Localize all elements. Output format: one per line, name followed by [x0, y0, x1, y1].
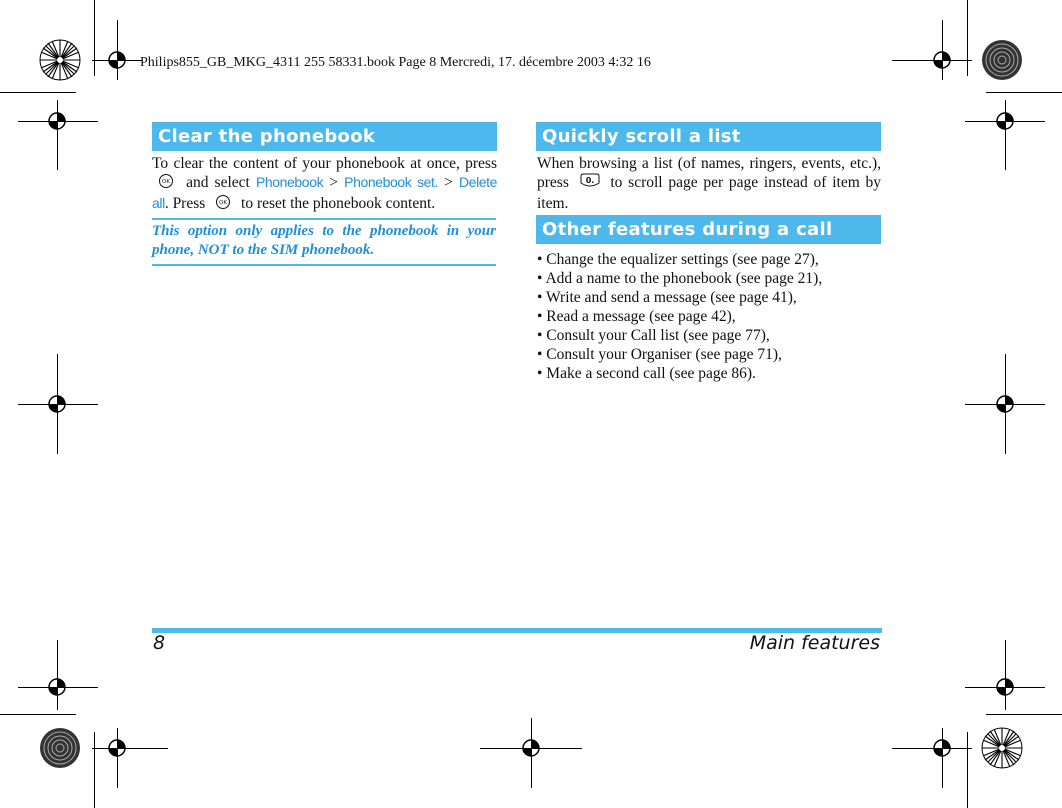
other-features-heading: Other features during a call [536, 215, 881, 244]
crop-mark [967, 732, 968, 808]
para-text: . Press [164, 195, 206, 213]
list-item: • Add a name to the phonebook (see page 21), [537, 270, 823, 287]
menu-path-phonebook-settings: Phonebook set. [344, 174, 439, 191]
svg-text:OK: OK [162, 179, 170, 185]
menu-path-delete-all: Delete all [152, 174, 498, 212]
registration-target-icon [45, 109, 69, 133]
crop-mark [0, 714, 76, 715]
list-item: • Write and send a message (see page 41), [537, 289, 797, 306]
crop-mark [94, 732, 95, 808]
para-text: To clear the content of your phonebook at once, press [152, 155, 497, 172]
list-item: • Change the equalizer settings (see page 27), [537, 251, 819, 268]
print-slug: Philips855_GB_MKG_4311 255 58331.book Page 8 Mercredi, 17. décembre 2003 4:32 16 [140, 55, 651, 70]
starburst-icon [38, 38, 82, 82]
list-item: • Consult your Call list (see page 77), [537, 327, 770, 344]
crop-mark [967, 0, 968, 76]
svg-text:0.: 0. [585, 176, 594, 185]
registration-target-icon [45, 675, 69, 699]
quick-scroll-heading: Quickly scroll a list [536, 122, 881, 151]
registration-target-icon [993, 109, 1017, 133]
registration-target-icon [105, 736, 129, 760]
registration-target-icon [993, 392, 1017, 416]
crop-mark [94, 0, 95, 76]
crop-mark [986, 92, 1062, 93]
registration-target-icon [993, 675, 1017, 699]
path-separator: > [444, 174, 453, 192]
crop-mark [986, 714, 1062, 715]
crop-mark [0, 92, 76, 93]
registration-target-icon [519, 736, 543, 760]
rosette-icon [980, 38, 1024, 82]
rosette-icon [38, 726, 82, 770]
ok-key-icon [158, 173, 174, 194]
path-separator: > [329, 174, 339, 192]
list-item: • Read a message (see page 42), [537, 308, 736, 325]
starburst-icon [980, 726, 1024, 770]
features-list [537, 250, 822, 383]
registration-target-icon [930, 736, 954, 760]
guide-line [92, 748, 168, 749]
sim-note: This option only applies to the phonebook in your phone, NOT to the SIM phonebook. [152, 218, 496, 266]
ok-key-icon [215, 194, 231, 215]
registration-target-icon [45, 392, 69, 416]
clear-phonebook-heading: Clear the phonebook [152, 122, 497, 151]
list-item: • Consult your Organiser (see page 71), [537, 346, 782, 363]
chapter-title: Main features [749, 632, 880, 654]
quick-scroll-paragraph [537, 154, 881, 213]
svg-text:OK: OK [219, 200, 228, 206]
para-text: to scroll page per page instead of item by item. [537, 174, 882, 212]
para-text: and select [186, 174, 250, 192]
zero-key-icon [579, 173, 601, 194]
page-number: 8 [153, 632, 166, 654]
registration-target-icon [930, 48, 954, 72]
para-text: to reset the phonebook content. [241, 195, 436, 213]
list-item: • Make a second call (see page 86). [537, 365, 756, 382]
clear-phonebook-paragraph [152, 154, 497, 215]
registration-target-icon [105, 48, 129, 72]
menu-path-phonebook: Phonebook [255, 174, 324, 191]
para-text: When browsing a list (of names, ringers, events, etc.), press [537, 155, 881, 192]
